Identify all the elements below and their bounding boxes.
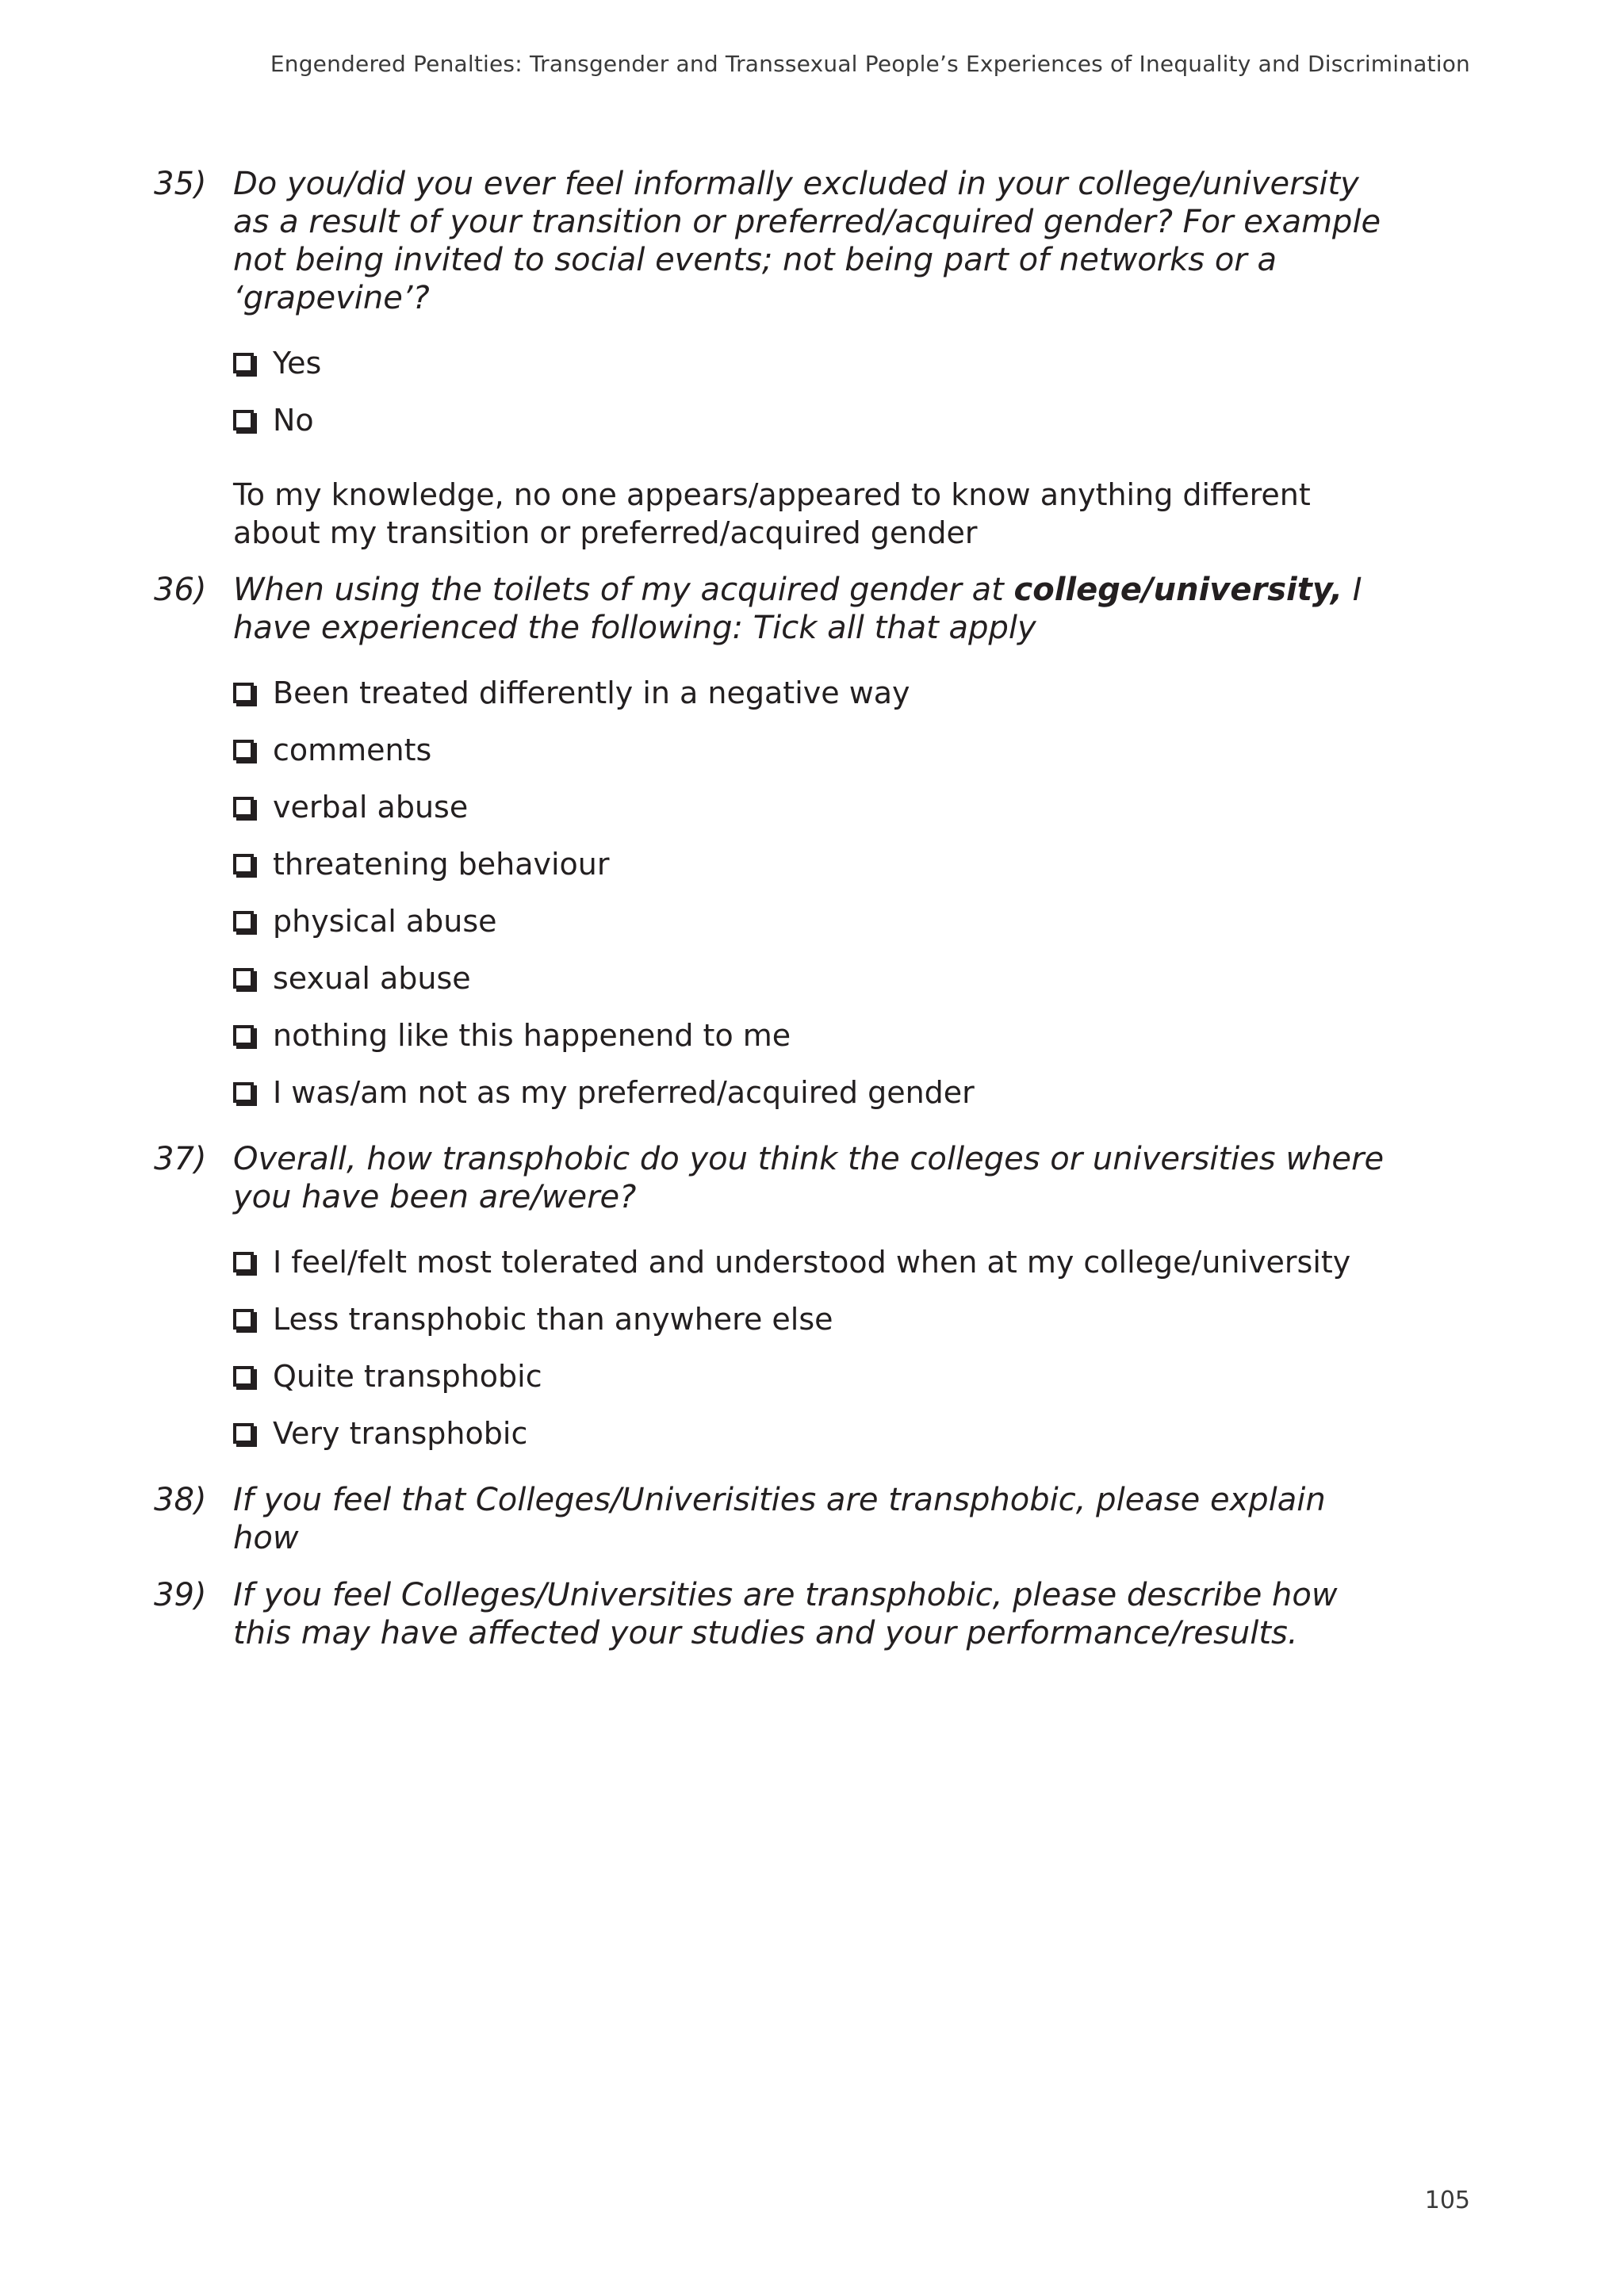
checkbox-icon[interactable] bbox=[233, 968, 254, 989]
option-label: Yes bbox=[273, 346, 322, 381]
options-list bbox=[233, 335, 1391, 449]
option-label: I feel/felt most tolerated and understood when at my college/university bbox=[273, 1245, 1351, 1280]
question-35 bbox=[154, 165, 1391, 552]
question-number: 39) bbox=[154, 1577, 207, 1613]
checkbox-icon[interactable] bbox=[233, 353, 254, 373]
checkbox-icon[interactable] bbox=[233, 1366, 254, 1387]
question-39 bbox=[154, 1576, 1391, 1652]
checkbox-icon[interactable] bbox=[233, 683, 254, 703]
option-label: threatening behaviour bbox=[273, 847, 610, 882]
option-item[interactable] bbox=[233, 392, 1391, 449]
checkbox-icon[interactable] bbox=[233, 1082, 254, 1103]
question-number: 36) bbox=[154, 572, 207, 608]
option-item[interactable] bbox=[233, 335, 1391, 392]
checkbox-icon[interactable] bbox=[233, 1025, 254, 1046]
option-item[interactable] bbox=[233, 1405, 1391, 1462]
option-label: Very transphobic bbox=[273, 1416, 528, 1451]
options-list bbox=[233, 664, 1391, 1121]
question-text bbox=[233, 571, 1391, 647]
option-label: physical abuse bbox=[273, 904, 497, 939]
question-37 bbox=[154, 1140, 1391, 1462]
option-label: verbal abuse bbox=[273, 790, 469, 825]
question-text: If you feel Colleges/Universities are transphobic, please describe how this may have affected your studies and your performance/results. bbox=[233, 1577, 1338, 1651]
checkbox-icon[interactable] bbox=[233, 1309, 254, 1330]
question-text-emphasis: college/university, bbox=[1013, 572, 1343, 608]
option-item[interactable] bbox=[233, 893, 1391, 950]
checkbox-icon[interactable] bbox=[233, 1423, 254, 1444]
option-label: I was/am not as my preferred/acquired gender bbox=[273, 1075, 975, 1110]
question-text-part: When using the toilets of my acquired gender at bbox=[233, 572, 1014, 608]
option-label: Been treated differently in a negative way bbox=[273, 675, 910, 710]
option-label: No bbox=[273, 403, 314, 438]
checkbox-icon[interactable] bbox=[233, 854, 254, 874]
questionnaire-content bbox=[154, 165, 1391, 1671]
option-item[interactable] bbox=[233, 721, 1391, 779]
options-list bbox=[233, 1234, 1391, 1462]
running-header: Engendered Penalties: Transgender and Transsexual People’s Experiences of Inequality and Discrimination bbox=[270, 51, 1470, 77]
option-item[interactable] bbox=[233, 779, 1391, 836]
question-text: Do you/did you ever feel informally excluded in your college/university as a result of your transition or preferred/acquired gender? For example not being invited to social events; not being part of networks or a ‘grapevine’? bbox=[233, 166, 1381, 316]
question-number: 38) bbox=[154, 1482, 207, 1518]
checkbox-icon[interactable] bbox=[233, 740, 254, 760]
option-item[interactable] bbox=[233, 950, 1391, 1007]
option-item[interactable] bbox=[233, 1064, 1391, 1121]
checkbox-icon[interactable] bbox=[233, 410, 254, 430]
question-38 bbox=[154, 1481, 1391, 1557]
question-number: 37) bbox=[154, 1141, 207, 1177]
option-item[interactable] bbox=[233, 836, 1391, 893]
question-text-part: I have experienced the following: Tick all that apply bbox=[233, 572, 1362, 646]
page-number: 105 bbox=[1424, 2187, 1470, 2214]
question-text: If you feel that Colleges/Univerisities are transphobic, please explain how bbox=[233, 1482, 1326, 1556]
option-item[interactable] bbox=[233, 1234, 1391, 1291]
option-label: nothing like this happenend to me bbox=[273, 1018, 791, 1053]
checkbox-icon[interactable] bbox=[233, 1252, 254, 1272]
checkbox-icon[interactable] bbox=[233, 797, 254, 817]
checkbox-icon[interactable] bbox=[233, 911, 254, 932]
option-item[interactable] bbox=[233, 1348, 1391, 1405]
option-item[interactable] bbox=[233, 1007, 1391, 1064]
question-number: 35) bbox=[154, 166, 207, 202]
question-36 bbox=[154, 571, 1391, 1121]
option-item[interactable] bbox=[233, 664, 1391, 721]
option-label: comments bbox=[273, 733, 432, 767]
option-label: Less transphobic than anywhere else bbox=[273, 1302, 833, 1337]
question-note: To my knowledge, no one appears/appeared to know anything different about my transition or preferred/acquired gender bbox=[233, 477, 1311, 550]
option-label: sexual abuse bbox=[273, 961, 471, 996]
question-text: Overall, how transphobic do you think the colleges or universities where you have been are/were? bbox=[233, 1141, 1385, 1215]
option-label: Quite transphobic bbox=[273, 1359, 542, 1394]
option-item[interactable] bbox=[233, 1291, 1391, 1348]
